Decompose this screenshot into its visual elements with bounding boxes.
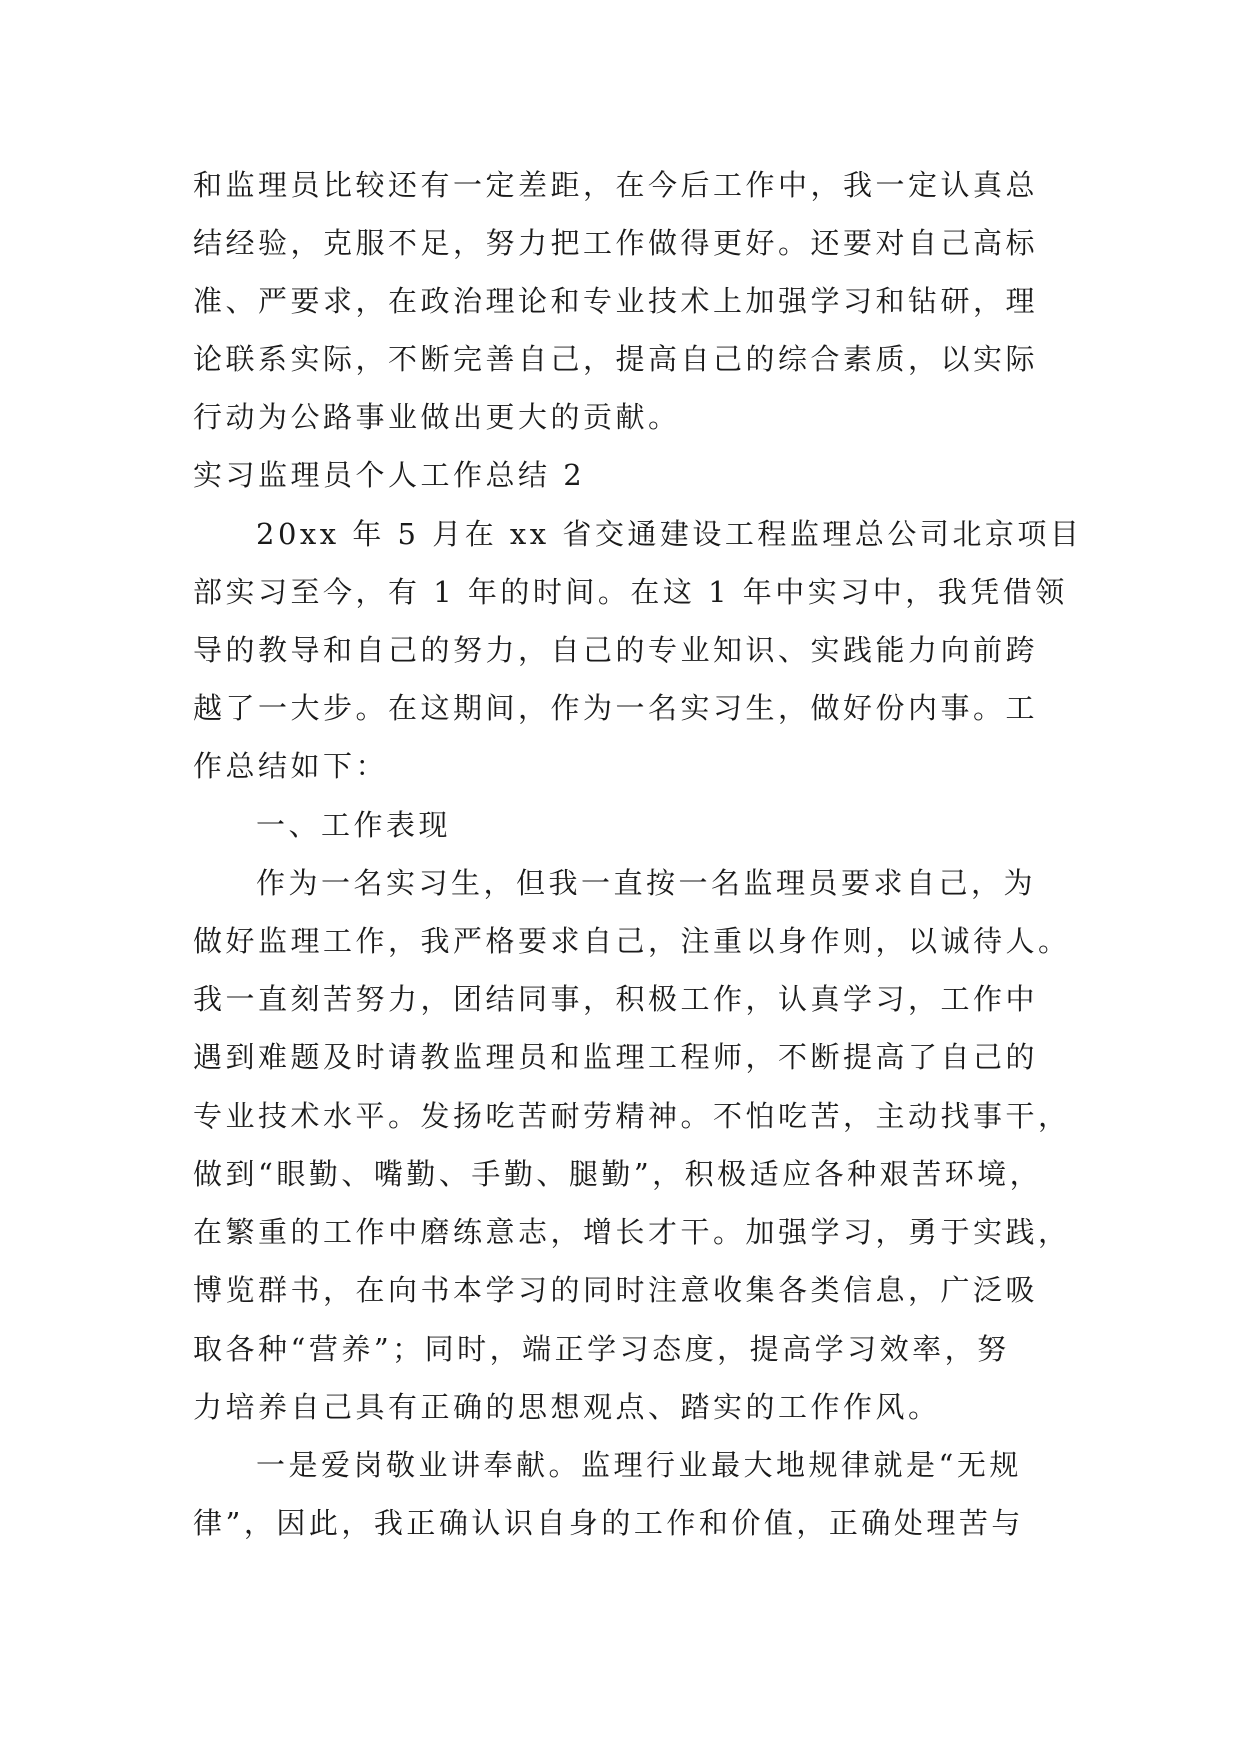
text-line: 结经验，克服不足，努力把工作做得更好。还要对自己高标 <box>193 226 1039 260</box>
subsection-heading: 一、工作表现 <box>256 808 452 842</box>
text-line: 遇到难题及时请教监理员和监理工程师，不断提高了自己的 <box>193 1040 1039 1074</box>
text-line: 做好监理工作，我严格要求自己，注重以身作则，以诚待人。 <box>193 924 1071 958</box>
text-line: 作总结如下： <box>193 749 389 783</box>
text-line: 一是爱岗敬业讲奉献。监理行业最大地规律就是“无规 <box>256 1448 1022 1482</box>
text-line: 论联系实际，不断完善自己，提高自己的综合素质，以实际 <box>193 342 1039 376</box>
text-line: 力培养自己具有正确的思想观点、踏实的工作作风。 <box>193 1390 941 1424</box>
text-line: 在繁重的工作中磨练意志，增长才干。加强学习，勇于实践， <box>193 1215 1071 1249</box>
text-line: 部实习至今，有 1 年的时间。在这 1 年中实习中，我凭借领 <box>193 575 1068 609</box>
text-line: 20xx 年 5 月在 xx 省交通建设工程监理总公司北京项目 <box>256 517 1083 551</box>
text-line: 博览群书，在向书本学习的同时注意收集各类信息，广泛吸 <box>193 1273 1039 1307</box>
section-heading: 实习监理员个人工作总结 2 <box>193 458 586 492</box>
text-line: 专业技术水平。发扬吃苦耐劳精神。不怕吃苦，主动找事干， <box>193 1099 1071 1133</box>
text-line: 和监理员比较还有一定差距，在今后工作中，我一定认真总 <box>193 168 1039 202</box>
text-line: 作为一名实习生，但我一直按一名监理员要求自己，为 <box>256 866 1037 900</box>
text-line: 导的教导和自己的努力，自己的专业知识、实践能力向前跨 <box>193 633 1039 667</box>
text-line: 律”，因此，我正确认识自身的工作和价值，正确处理苦与 <box>193 1506 1024 1540</box>
text-line: 越了一大步。在这期间，作为一名实习生，做好份内事。工 <box>193 691 1039 725</box>
text-line: 取各种“营养”；同时，端正学习态度，提高学习效率，努 <box>193 1332 1010 1366</box>
text-line: 准、严要求，在政治理论和专业技术上加强学习和钻研，理 <box>193 284 1039 318</box>
text-line: 我一直刻苦努力，团结同事，积极工作，认真学习，工作中 <box>193 982 1039 1016</box>
text-line: 行动为公路事业做出更大的贡献。 <box>193 400 681 434</box>
text-line: 做到“眼勤、嘴勤、手勤、腿勤”，积极适应各种艰苦环境， <box>193 1157 1043 1191</box>
